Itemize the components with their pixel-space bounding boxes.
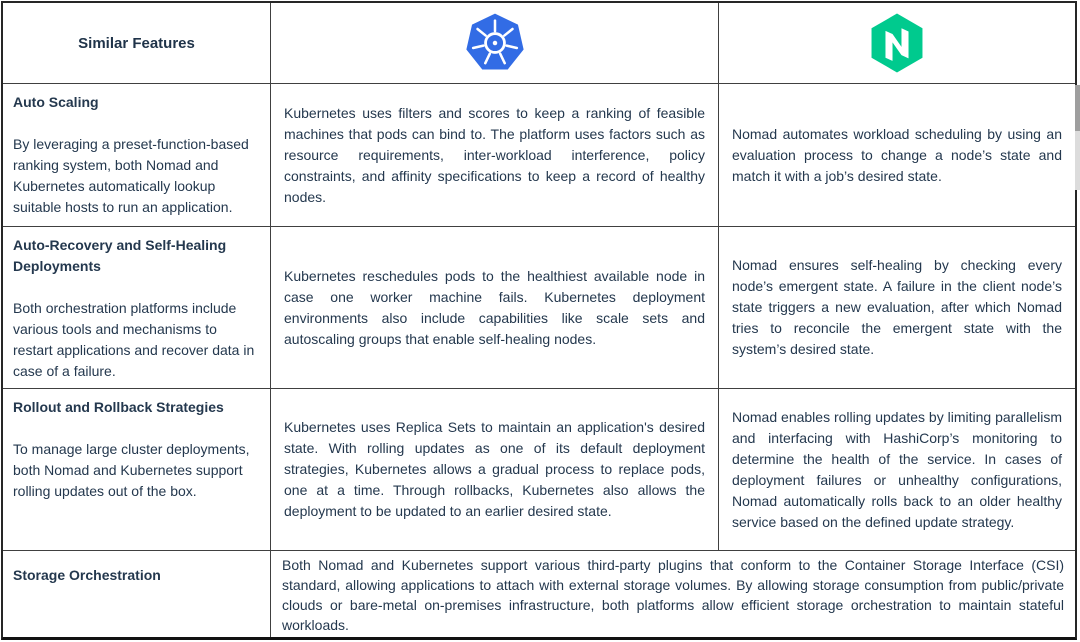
scrollbar-thumb[interactable] [1075, 85, 1080, 131]
feature-description: By leveraging a preset-function-based ranking system, both Nomad and Kubernetes automatically lookup suitable hosts to run an application. [13, 136, 249, 215]
feature-title: Storage Orchestration [13, 567, 161, 583]
similar-features-table [1, 1, 1077, 640]
feature-title: Rollout and Rollback Strategies [13, 399, 224, 415]
kubernetes-cell-auto-scaling [271, 84, 719, 227]
storage-orchestration-shared-cell [271, 551, 1075, 637]
feature-title: Auto-Recovery and Self-Healing Deployments [13, 237, 227, 274]
nomad-cell-rollout-rollback [719, 389, 1075, 551]
feature-cell-auto-scaling [3, 84, 271, 227]
similar-features-label: Similar Features [78, 34, 195, 52]
kubernetes-text: Kubernetes reschedules pods to the healthiest available node in case one worker machine fails. Kubernetes deployment environments also include capabilities like scale sets and autoscaling groups that enable self-healing nodes. [284, 267, 705, 347]
shared-text: Both Nomad and Kubernetes support various third-party plugins that conform to the Container Storage Interface (CSI) standard, allowing applications to attach with external storage volumes. By allowing storage consumption from public/private clouds or bare-metal on-premises infrastructure, both platforms allow efficient storage orchestration to maintain stateful workloads. [282, 557, 1064, 633]
kubernetes-logo-icon [457, 8, 533, 78]
nomad-text: Nomad enables rolling updates by limiting parallelism and interfacing with HashiCorp’s monitoring to determine the health of the service. In cases of deployment failures or unhealthy configurations, Nomad automatically rolls back to an older healthy service based on the defined update strategy. [732, 408, 1062, 530]
nomad-text: Nomad ensures self-healing by checking every node’s emergent state. A failure in the client node’s state triggers a new evaluation, after which Nomad tries to reconcile the emergent state with the system’s desired state. [732, 257, 1062, 357]
kubernetes-cell-auto-recovery [271, 227, 719, 389]
header-cell-similar-features [3, 3, 271, 84]
header-cell-kubernetes [271, 3, 719, 84]
kubernetes-text: Kubernetes uses filters and scores to keep a ranking of feasible machines that pods can bind to. The platform uses factors such as resource requirements, inter-workload interference, policy constraints, and affinity specifications to keep a record of healthy nodes. [284, 104, 705, 205]
feature-title: Auto Scaling [13, 94, 99, 110]
kubernetes-text: Kubernetes uses Replica Sets to maintain an application's desired state. With rolling updates as one of its default deployment strategies, Kubernetes allows a gradual process to replace pods, one at a time. Through rollbacks, Kubernetes also allows the deployment to be updated to an earlier desired state. [284, 419, 705, 519]
nomad-text: Nomad automates workload scheduling by using an evaluation process to change a node’s state and match it with a job’s desired state. [732, 125, 1062, 184]
feature-cell-rollout-rollback [3, 389, 271, 551]
nomad-logo-icon [864, 11, 930, 75]
header-cell-nomad [719, 3, 1075, 84]
feature-description: To manage large cluster deployments, both Nomad and Kubernetes support rolling updates out of the box. [13, 441, 250, 499]
feature-description: Both orchestration platforms include various tools and mechanisms to restart applications and recover data in case of a failure. [13, 300, 255, 379]
feature-cell-storage-orchestration [3, 551, 271, 637]
feature-cell-auto-recovery [3, 227, 271, 389]
nomad-cell-auto-scaling [719, 84, 1075, 227]
kubernetes-cell-rollout-rollback [271, 389, 719, 551]
nomad-cell-auto-recovery [719, 227, 1075, 389]
